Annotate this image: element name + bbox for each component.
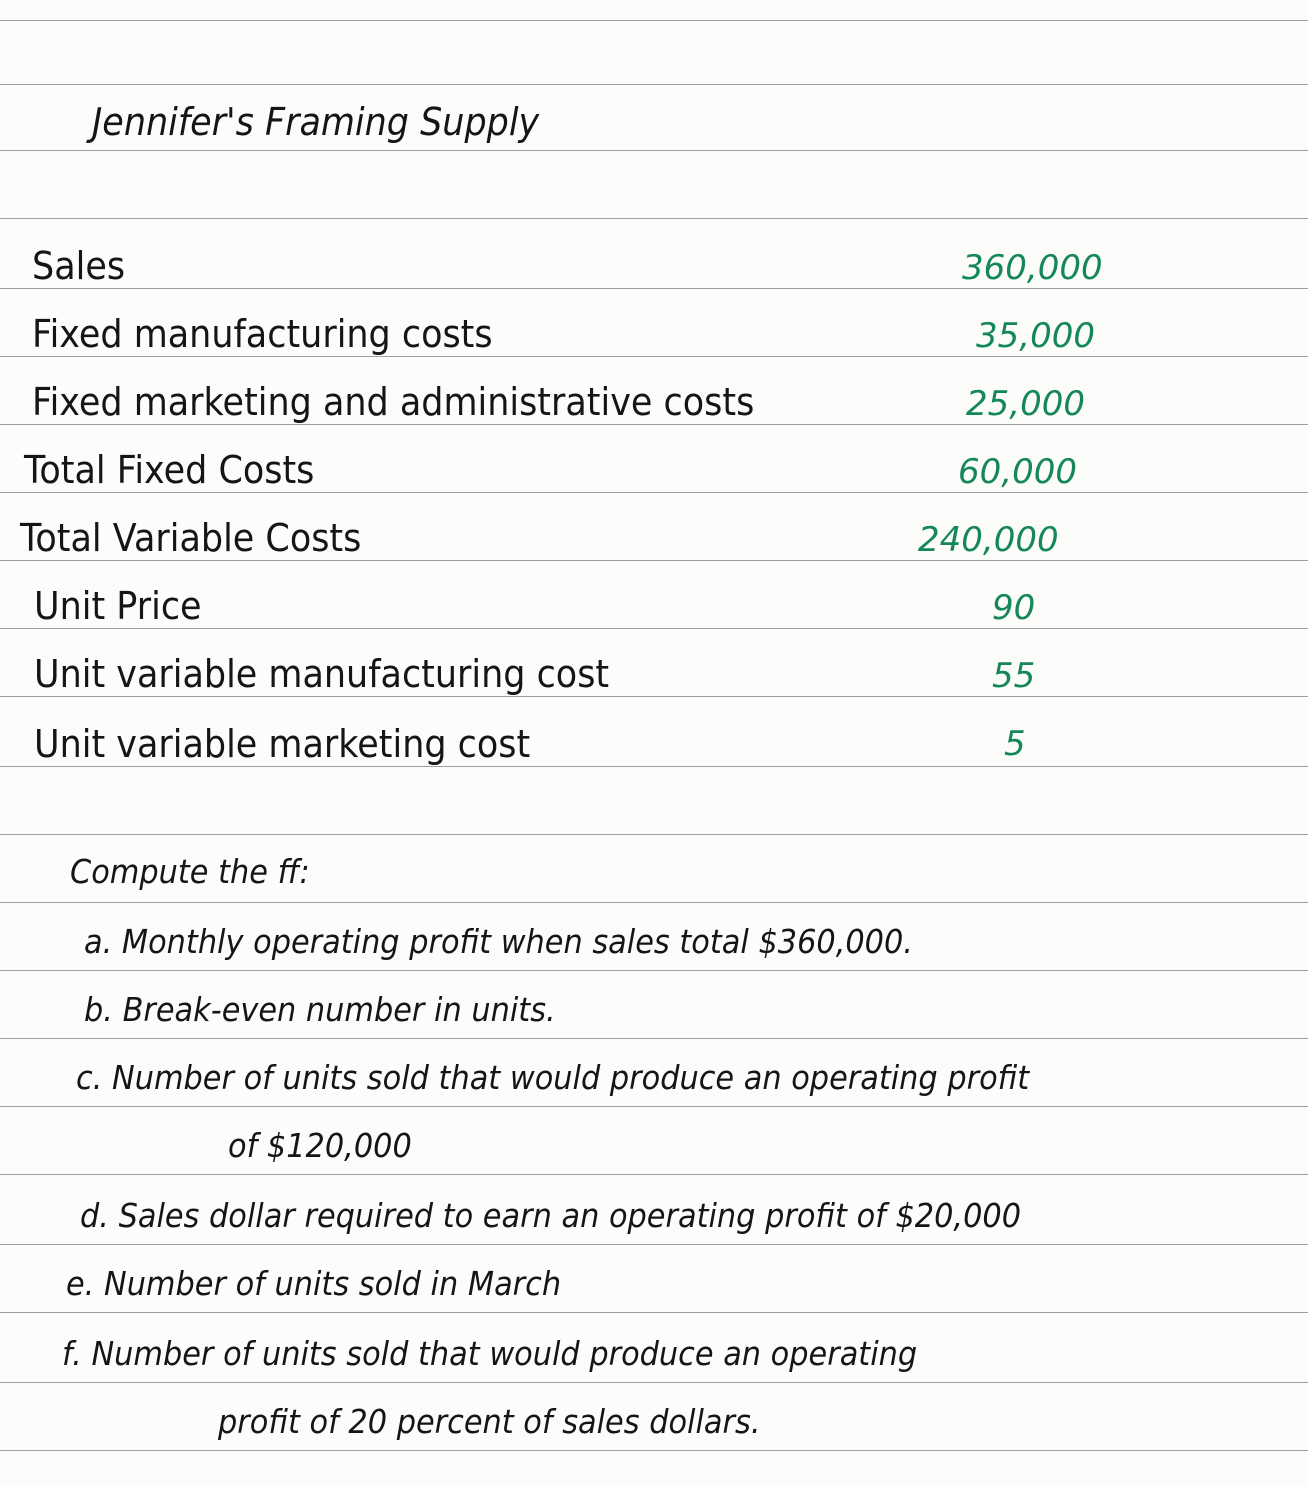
ruled-line [0,84,1308,85]
ruled-line [0,1450,1308,1451]
item-value-total-variable: 240,000 [918,520,1059,560]
question-c-line-1: c. Number of units sold that would produce an operating profit [76,1058,1030,1097]
item-value-fixed-marketing-admin: 25,000 [966,384,1085,424]
item-label-fixed-marketing-admin: Fixed marketing and administrative costs [32,380,755,424]
question-f-line-2: profit of 20 percent of sales dollars. [218,1402,761,1441]
item-value-unit-variable-marketing: 5 [1004,724,1026,764]
ruled-line [0,288,1308,289]
ruled-line [0,1038,1308,1039]
questions-heading: Compute the ff: [70,852,310,891]
ruled-line [0,1244,1308,1245]
ruled-line [0,1312,1308,1313]
item-label-total-variable: Total Variable Costs [20,516,362,560]
item-label-fixed-manufacturing: Fixed manufacturing costs [32,312,493,356]
ruled-line [0,766,1308,767]
ruled-line [0,356,1308,357]
ruled-line [0,20,1308,21]
page-title: Jennifer's Framing Supply [92,100,540,144]
item-value-total-fixed: 60,000 [958,452,1077,492]
ruled-line [0,218,1308,219]
ruled-line [0,970,1308,971]
question-b: b. Break-even number in units. [84,990,556,1029]
item-label-total-fixed: Total Fixed Costs [24,448,315,492]
question-f-line-1: f. Number of units sold that would produce an operating [62,1334,918,1373]
ruled-line [0,1106,1308,1107]
item-label-sales: Sales [32,244,126,288]
question-c-line-2: of $120,000 [228,1126,412,1165]
ruled-line [0,424,1308,425]
ruled-line [0,834,1308,835]
ruled-line [0,492,1308,493]
item-value-unit-price: 90 [992,588,1036,628]
ruled-line [0,150,1308,151]
item-value-unit-variable-manufacturing: 55 [992,656,1036,696]
question-e: e. Number of units sold in March [66,1264,562,1303]
ruled-line [0,628,1308,629]
ruled-line [0,902,1308,903]
ruled-line [0,1382,1308,1383]
item-label-unit-variable-marketing: Unit variable marketing cost [34,722,531,766]
ruled-line [0,696,1308,697]
question-a: a. Monthly operating profit when sales total $360,000. [84,922,913,961]
item-value-sales: 360,000 [962,248,1103,288]
ruled-line [0,560,1308,561]
item-label-unit-price: Unit Price [34,584,202,628]
ruled-line [0,1174,1308,1175]
item-label-unit-variable-manufacturing: Unit variable manufacturing cost [34,652,610,696]
question-d: d. Sales dollar required to earn an operating profit of $20,000 [80,1196,1022,1235]
item-value-fixed-manufacturing: 35,000 [976,316,1095,356]
